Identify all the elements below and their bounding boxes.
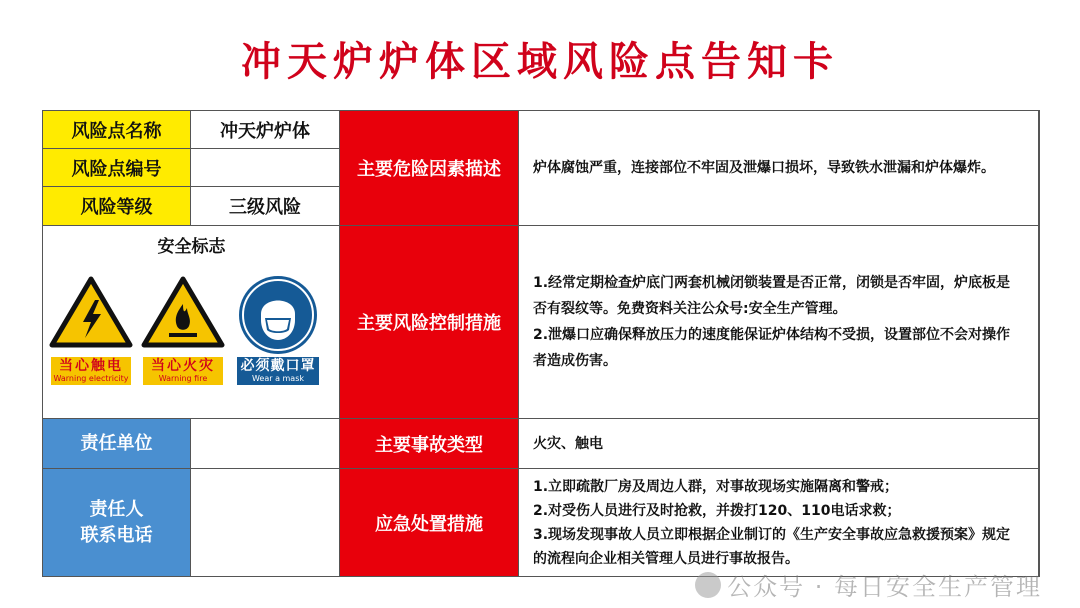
responsible-person-label: 责任人 联系电话 — [43, 469, 191, 577]
risk-card — [42, 110, 1040, 577]
emergency-item: 1.立即疏散厂房及周边人群，对事故现场实施隔离和警戒； — [533, 478, 899, 495]
risk-level-label: 风险等级 — [43, 187, 191, 226]
hazard-description: 炉体腐蚀严重，连接部位不牢固及泄爆口损坏，导致铁水泄漏和炉体爆炸。 — [519, 111, 1039, 226]
wear-mask-icon — [237, 274, 319, 356]
safety-signs-title: 安全标志 — [157, 237, 226, 257]
risk-level-value: 三级风险 — [191, 187, 340, 226]
risk-name-label: 风险点名称 — [43, 111, 191, 149]
accident-type-label: 主要事故类型 — [340, 419, 519, 469]
risk-code-value — [191, 149, 340, 187]
control-measures-text — [519, 226, 1039, 419]
fire-hazard-icon — [141, 276, 225, 348]
electric-hazard-icon — [49, 276, 133, 348]
accident-type-text: 火灾、触电 — [519, 419, 1039, 469]
hazard-label: 主要危险因素描述 — [340, 111, 519, 226]
responsible-person-value — [191, 469, 340, 577]
control-item: 1.经常定期检查炉底门两套机械闭锁装置是否正常，闭锁是否牢固，炉底板是否有裂纹等。免费资料关注公众号:安全生产管理。 — [533, 275, 1011, 317]
electric-sign-label: 当心触电 Warning electricity — [51, 357, 131, 385]
emergency-label: 应急处置措施 — [340, 469, 519, 577]
risk-code-label: 风险点编号 — [43, 149, 191, 187]
wechat-icon — [695, 572, 721, 598]
risk-name-value: 冲天炉炉体 — [191, 111, 340, 149]
control-measures-label: 主要风险控制措施 — [340, 226, 519, 419]
safety-signs-panel — [43, 226, 340, 419]
emergency-item: 2.对受伤人员进行及时抢救，并拨打120、110电话求救； — [533, 502, 901, 519]
page-title: 冲天炉炉体区域风险点告知卡 — [241, 39, 839, 85]
emergency-text — [519, 469, 1039, 577]
mask-sign-label: 必须戴口罩 Wear a mask — [237, 357, 319, 385]
watermark: 公众号 · 每日安全生产管理 — [695, 567, 1042, 602]
responsible-unit-value — [191, 419, 340, 469]
responsible-unit-label: 责任单位 — [43, 419, 191, 469]
fire-sign-label: 当心火灾 Warning fire — [143, 357, 223, 385]
control-item: 2.泄爆口应确保释放压力的速度能保证炉体结构不受损，设置部位不会对操作者造成伤害。 — [533, 327, 1011, 369]
emergency-item: 3.现场发现事故人员立即根据企业制订的《生产安全事故应急救援预案》规定的流程向企业相关管理人员进行事故报告。 — [533, 526, 1011, 567]
